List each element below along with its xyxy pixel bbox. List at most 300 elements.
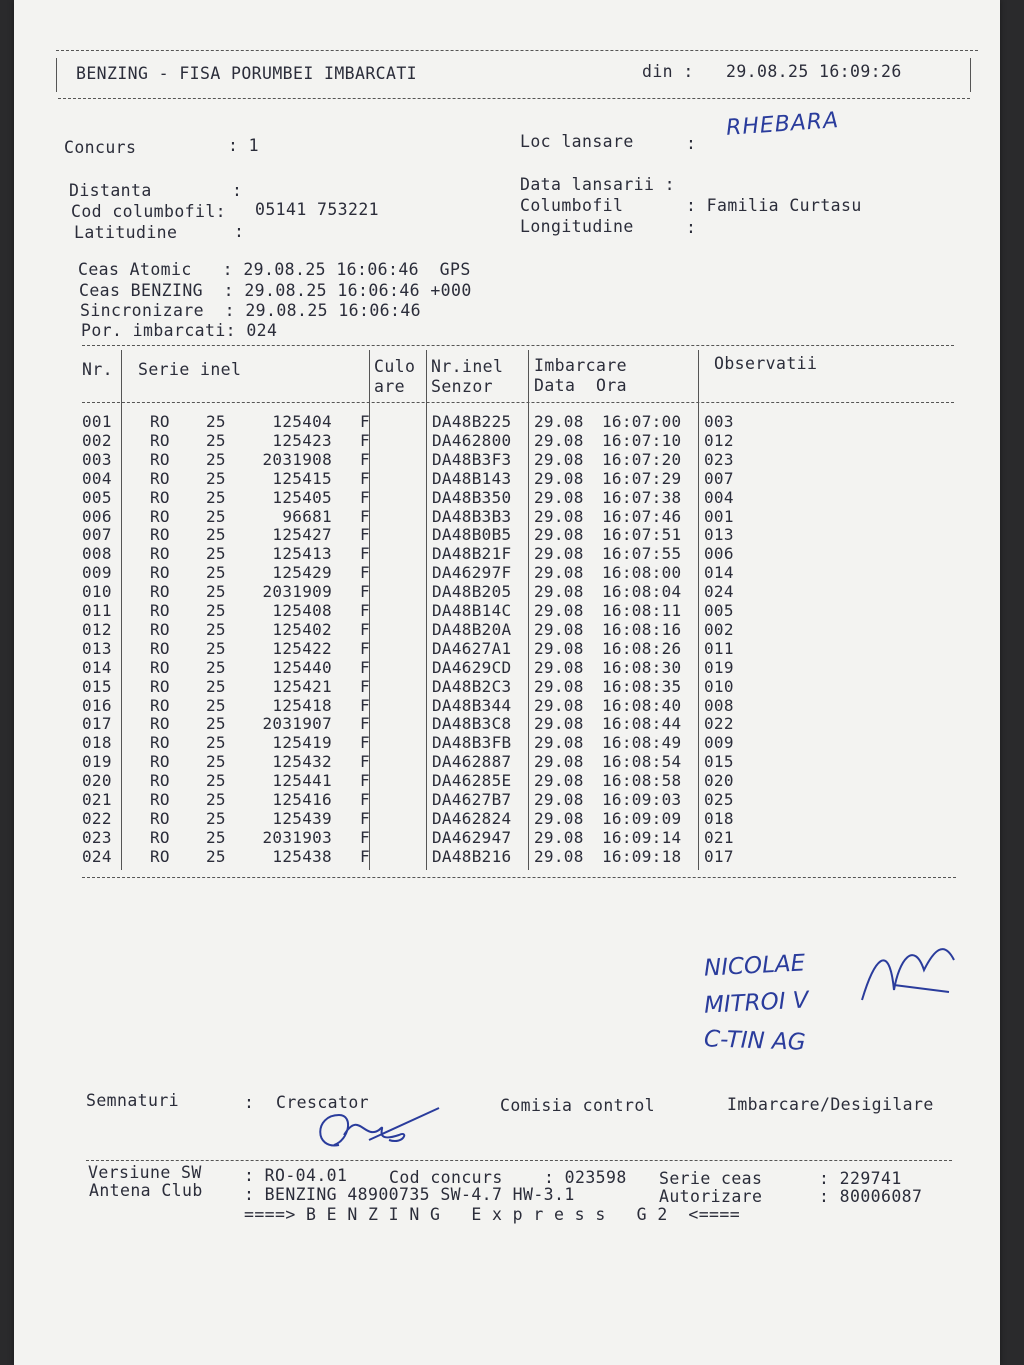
col-header-nrinel-2: Senzor [431, 377, 494, 396]
cell-senzor: DA48B143 [432, 468, 512, 488]
cell-inel: 125439 [272, 808, 332, 828]
header-bottom-rule [58, 98, 970, 99]
cell-obs: 022 [704, 714, 734, 734]
cell-inel: 2031909 [262, 582, 332, 602]
cell-an: 25 [206, 827, 226, 847]
loc-lansare-handwritten: RHEBARA [725, 108, 840, 141]
table-row [82, 582, 962, 601]
cell-data: 29.08 [534, 449, 584, 469]
cell-inel: 2031903 [262, 827, 332, 847]
cell-nr: 018 [82, 733, 112, 753]
cell-inel: 125423 [272, 430, 332, 450]
col-header-imbarcare-1: Imbarcare [534, 356, 628, 375]
cell-ora: 16:07:29 [602, 468, 682, 488]
cell-ora: 16:07:51 [602, 525, 682, 545]
cell-an: 25 [206, 412, 226, 431]
cell-data: 29.08 [534, 525, 584, 545]
cell-senzor: DA48B3C8 [432, 714, 512, 734]
cell-sex: F [360, 544, 370, 564]
cell-nr: 020 [82, 771, 112, 791]
cell-tara: RO [150, 808, 170, 828]
cell-tara: RO [150, 790, 170, 809]
cell-data: 29.08 [534, 544, 584, 564]
cell-an: 25 [206, 638, 226, 658]
cell-inel: 2031907 [262, 714, 332, 734]
cell-obs: 007 [704, 468, 734, 488]
cell-obs: 002 [704, 619, 734, 639]
cell-ora: 16:09:09 [602, 808, 682, 828]
cell-senzor: DA48B3B3 [432, 506, 512, 526]
cell-tara: RO [150, 638, 170, 658]
table-row [82, 488, 962, 507]
loc-lansare-label: Loc lansare [520, 132, 634, 151]
cod-concurs-value: : 023598 [544, 1168, 627, 1187]
cell-an: 25 [206, 506, 226, 526]
cell-tara: RO [150, 601, 170, 620]
cell-data: 29.08 [534, 771, 584, 791]
cell-obs: 004 [704, 487, 734, 507]
cell-inel: 125402 [272, 619, 332, 639]
table-body [82, 412, 962, 872]
cell-data: 29.08 [534, 657, 584, 677]
cell-data: 29.08 [534, 582, 584, 602]
cell-sex: F [360, 790, 370, 809]
latitudine-label: Latitudine [74, 223, 178, 242]
cell-senzor: DA4629CD [432, 657, 512, 677]
cell-sex: F [360, 430, 370, 450]
cell-obs: 012 [704, 430, 734, 450]
cell-ora: 16:08:49 [602, 733, 682, 753]
cell-sex: F [360, 638, 370, 658]
cell-obs: 017 [704, 846, 734, 866]
cell-inel: 125441 [272, 771, 332, 791]
table-row [82, 620, 962, 639]
table-row [82, 412, 962, 431]
cell-data: 29.08 [534, 563, 584, 583]
cell-ora: 16:08:35 [602, 676, 682, 696]
cell-ora: 16:07:38 [602, 487, 682, 507]
cell-ora: 16:08:26 [602, 638, 682, 658]
cell-nr: 010 [82, 582, 112, 602]
autorizare-label: Autorizare [659, 1187, 763, 1206]
col-header-observatii: Observatii [714, 354, 818, 373]
cell-data: 29.08 [534, 846, 584, 866]
cell-data: 29.08 [534, 676, 584, 696]
cell-ora: 16:07:55 [602, 544, 682, 564]
cell-obs: 003 [704, 412, 734, 431]
antena-value: : BENZING 48900735 SW-4.7 HW-3.1 [244, 1185, 575, 1204]
cell-obs: 019 [704, 657, 734, 677]
cell-ora: 16:08:40 [602, 695, 682, 715]
cell-sex: F [360, 752, 370, 772]
table-row [82, 450, 962, 469]
cell-an: 25 [206, 619, 226, 639]
cell-obs: 023 [704, 449, 734, 469]
benzing-express-line: ====> B E N Z I N G E x p r e s s G 2 <==== [244, 1205, 741, 1224]
cell-ora: 16:08:11 [602, 601, 682, 620]
cell-an: 25 [206, 846, 226, 866]
cell-an: 25 [206, 563, 226, 583]
cell-an: 25 [206, 487, 226, 507]
handwritten-name-2: MITROI V [703, 987, 810, 1019]
cell-inel: 125404 [272, 412, 332, 431]
cell-nr: 022 [82, 808, 112, 828]
cell-sex: F [360, 771, 370, 791]
cell-data: 29.08 [534, 487, 584, 507]
cell-inel: 125432 [272, 752, 332, 772]
col-header-imbarcare-2: Data Ora [534, 376, 628, 395]
cell-senzor: DA4627B7 [432, 790, 512, 809]
cell-tara: RO [150, 771, 170, 791]
col-header-serie: Serie inel [138, 360, 242, 379]
cell-nr: 009 [82, 563, 112, 583]
cell-obs: 021 [704, 827, 734, 847]
cell-senzor: DA462887 [432, 752, 512, 772]
cell-data: 29.08 [534, 601, 584, 620]
table-row [82, 752, 962, 771]
cell-nr: 005 [82, 487, 112, 507]
table-row [82, 847, 962, 866]
cell-sex: F [360, 412, 370, 431]
semnaturi-sep: : [244, 1093, 255, 1112]
cell-sex: F [360, 714, 370, 734]
cell-sex: F [360, 563, 370, 583]
cell-senzor: DA4627A1 [432, 638, 512, 658]
table-row [82, 771, 962, 790]
cell-ora: 16:09:18 [602, 846, 682, 866]
cell-inel: 125427 [272, 525, 332, 545]
cell-ora: 16:07:20 [602, 449, 682, 469]
table-row [82, 790, 962, 809]
crescator-signature [309, 1100, 449, 1160]
cell-an: 25 [206, 771, 226, 791]
col-header-culoare-1: Culo [374, 357, 416, 376]
table-row [82, 639, 962, 658]
cell-inel: 96681 [282, 506, 332, 526]
cell-tara: RO [150, 468, 170, 488]
commission-signature [854, 930, 964, 1010]
cell-sex: F [360, 676, 370, 696]
sincronizare-line: Sincronizare : 29.08.25 16:06:46 [80, 301, 422, 320]
table-row [82, 714, 962, 733]
cell-nr: 002 [82, 430, 112, 450]
cell-senzor: DA48B2C3 [432, 676, 512, 696]
cell-nr: 015 [82, 676, 112, 696]
table-row [82, 563, 962, 582]
table-row [82, 828, 962, 847]
print-date: 29.08.25 16:09:26 [726, 62, 902, 81]
cell-sex: F [360, 657, 370, 677]
cell-inel: 125405 [272, 487, 332, 507]
cell-nr: 003 [82, 449, 112, 469]
table-bottom-rule [82, 877, 956, 878]
table-row [82, 696, 962, 715]
cell-ora: 16:08:58 [602, 771, 682, 791]
cell-inel: 125438 [272, 846, 332, 866]
cell-inel: 125413 [272, 544, 332, 564]
cell-senzor: DA48B3F3 [432, 449, 512, 469]
cell-an: 25 [206, 676, 226, 696]
cell-ora: 16:07:10 [602, 430, 682, 450]
cell-nr: 016 [82, 695, 112, 715]
cell-tara: RO [150, 752, 170, 772]
cell-data: 29.08 [534, 619, 584, 639]
autorizare-value: : 80006087 [819, 1187, 923, 1206]
cell-obs: 008 [704, 695, 734, 715]
header-right-bar [970, 58, 971, 92]
cell-tara: RO [150, 657, 170, 677]
concurs-label: Concurs [64, 138, 137, 157]
cell-an: 25 [206, 733, 226, 753]
cell-ora: 16:08:30 [602, 657, 682, 677]
cell-ora: 16:08:54 [602, 752, 682, 772]
cell-inel: 125440 [272, 657, 332, 677]
form-title: BENZING - FISA PORUMBEI IMBARCATI [76, 64, 418, 83]
col-header-nrinel-1: Nr.inel [431, 357, 504, 376]
cell-data: 29.08 [534, 714, 584, 734]
handwritten-name-3: C-TIN AG [703, 1026, 807, 1056]
cell-senzor: DA48B21F [432, 544, 512, 564]
distanta-label: Distanta [69, 181, 152, 200]
cell-obs: 011 [704, 638, 734, 658]
imbarcare-desigilare-label: Imbarcare/Desigilare [727, 1095, 934, 1114]
cell-nr: 013 [82, 638, 112, 658]
longitudine-sep: : [686, 218, 697, 237]
cell-nr: 006 [82, 506, 112, 526]
cell-ora: 16:09:14 [602, 827, 682, 847]
latitudine-sep: : [234, 222, 245, 241]
cell-an: 25 [206, 714, 226, 734]
crescator-label: Crescator [276, 1093, 370, 1112]
cell-inel: 125408 [272, 601, 332, 620]
cell-senzor: DA48B3FB [432, 733, 512, 753]
cell-ora: 16:08:44 [602, 714, 682, 734]
cell-nr: 021 [82, 790, 112, 809]
cell-sex: F [360, 468, 370, 488]
ceas-benzing-line: Ceas BENZING : 29.08.25 16:06:46 +000 [79, 281, 472, 300]
cell-tara: RO [150, 827, 170, 847]
cell-obs: 014 [704, 563, 734, 583]
footer-top-rule [86, 1160, 952, 1161]
table-row [82, 658, 962, 677]
cell-nr: 019 [82, 752, 112, 772]
cell-tara: RO [150, 506, 170, 526]
cell-obs: 009 [704, 733, 734, 753]
cell-tara: RO [150, 449, 170, 469]
cell-nr: 024 [82, 846, 112, 866]
cell-data: 29.08 [534, 752, 584, 772]
cod-columbofil-label: Cod columbofil: [71, 202, 227, 221]
printed-form [14, 0, 1000, 1365]
cell-tara: RO [150, 676, 170, 696]
cell-an: 25 [206, 790, 226, 809]
cell-data: 29.08 [534, 506, 584, 526]
cell-obs: 018 [704, 808, 734, 828]
table-row [82, 469, 962, 488]
loc-lansare-sep: : [686, 134, 697, 153]
table-row [82, 507, 962, 526]
cell-sex: F [360, 808, 370, 828]
cell-nr: 023 [82, 827, 112, 847]
cell-tara: RO [150, 412, 170, 431]
cell-an: 25 [206, 582, 226, 602]
versiune-label: Versiune SW [88, 1163, 202, 1182]
cell-senzor: DA462947 [432, 827, 512, 847]
table-row [82, 525, 962, 544]
cell-obs: 006 [704, 544, 734, 564]
cell-an: 25 [206, 525, 226, 545]
cell-nr: 011 [82, 601, 112, 620]
concurs-value: : 1 [228, 136, 260, 155]
table-row [82, 601, 962, 620]
cell-senzor: DA46285E [432, 771, 512, 791]
cell-senzor: DA48B0B5 [432, 525, 512, 545]
cell-tara: RO [150, 619, 170, 639]
cell-obs: 020 [704, 771, 734, 791]
cell-an: 25 [206, 468, 226, 488]
cell-data: 29.08 [534, 790, 584, 809]
cell-tara: RO [150, 544, 170, 564]
cell-obs: 010 [704, 676, 734, 696]
cell-inel: 2031908 [262, 449, 332, 469]
cell-an: 25 [206, 449, 226, 469]
cell-obs: 025 [704, 790, 734, 809]
cell-senzor: DA462824 [432, 808, 512, 828]
cell-senzor: DA48B350 [432, 487, 512, 507]
cell-data: 29.08 [534, 733, 584, 753]
versiune-value: : RO-04.01 [244, 1166, 348, 1185]
col-header-nr: Nr. [82, 360, 114, 379]
cell-ora: 16:07:46 [602, 506, 682, 526]
serie-ceas-value: : 229741 [819, 1169, 902, 1188]
table-top-rule [82, 345, 954, 346]
cell-sex: F [360, 619, 370, 639]
cell-an: 25 [206, 752, 226, 772]
cell-inel: 125415 [272, 468, 332, 488]
cell-senzor: DA48B205 [432, 582, 512, 602]
cell-sex: F [360, 846, 370, 866]
table-row [82, 809, 962, 828]
distanta-sep: : [232, 181, 243, 200]
table-row [82, 544, 962, 563]
cell-tara: RO [150, 563, 170, 583]
semnaturi-label: Semnaturi [86, 1091, 180, 1110]
cell-sex: F [360, 695, 370, 715]
cell-inel: 125416 [272, 790, 332, 809]
cell-sex: F [360, 525, 370, 545]
cell-senzor: DA462800 [432, 430, 512, 450]
cell-tara: RO [150, 582, 170, 602]
comisia-label: Comisia control [500, 1096, 656, 1115]
table-row [82, 431, 962, 450]
date-label: din : [642, 62, 694, 81]
cell-data: 29.08 [534, 695, 584, 715]
cod-columbofil-value: 05141 753221 [255, 200, 380, 219]
cell-sex: F [360, 449, 370, 469]
handwritten-name-1: NICOLAE [703, 950, 806, 982]
cell-nr: 004 [82, 468, 112, 488]
cell-inel: 125421 [272, 676, 332, 696]
cell-nr: 007 [82, 525, 112, 545]
cell-ora: 16:08:00 [602, 563, 682, 583]
cell-sex: F [360, 506, 370, 526]
cell-an: 25 [206, 601, 226, 620]
cell-ora: 16:08:04 [602, 582, 682, 602]
table-row [82, 677, 962, 696]
cell-nr: 001 [82, 412, 112, 431]
antena-label: Antena Club [89, 1181, 203, 1200]
data-lansarii-label: Data lansarii : [520, 175, 676, 194]
cell-inel: 125422 [272, 638, 332, 658]
header-top-rule [56, 50, 978, 51]
table-row [82, 733, 962, 752]
cell-data: 29.08 [534, 468, 584, 488]
cell-an: 25 [206, 808, 226, 828]
cell-an: 25 [206, 430, 226, 450]
cell-nr: 008 [82, 544, 112, 564]
cell-nr: 012 [82, 619, 112, 639]
cell-tara: RO [150, 525, 170, 545]
cell-sex: F [360, 582, 370, 602]
cell-tara: RO [150, 714, 170, 734]
cell-tara: RO [150, 430, 170, 450]
cell-an: 25 [206, 544, 226, 564]
cell-nr: 014 [82, 657, 112, 677]
cell-data: 29.08 [534, 430, 584, 450]
col-header-culoare-2: are [374, 377, 406, 396]
table-header-rule [82, 402, 954, 403]
header-left-bar [56, 58, 57, 92]
longitudine-label: Longitudine [520, 217, 634, 236]
cell-obs: 001 [704, 506, 734, 526]
cell-inel: 125419 [272, 733, 332, 753]
cell-senzor: DA46297F [432, 563, 512, 583]
cell-tara: RO [150, 695, 170, 715]
cell-ora: 16:08:16 [602, 619, 682, 639]
cell-tara: RO [150, 733, 170, 753]
cod-concurs-label: Cod concurs [389, 1168, 503, 1187]
cell-sex: F [360, 733, 370, 753]
cell-senzor: DA48B344 [432, 695, 512, 715]
cell-sex: F [360, 487, 370, 507]
cell-senzor: DA48B216 [432, 846, 512, 866]
por-imbarcati-line: Por. imbarcati: 024 [81, 321, 278, 340]
cell-nr: 017 [82, 714, 112, 734]
cell-obs: 005 [704, 601, 734, 620]
cell-an: 25 [206, 695, 226, 715]
cell-ora: 16:09:03 [602, 790, 682, 809]
cell-obs: 015 [704, 752, 734, 772]
cell-ora: 16:07:00 [602, 412, 682, 431]
cell-an: 25 [206, 657, 226, 677]
columbofil-value: : Familia Curtasu [686, 196, 862, 215]
cell-senzor: DA48B14C [432, 601, 512, 620]
cell-sex: F [360, 827, 370, 847]
cell-sex: F [360, 601, 370, 620]
cell-data: 29.08 [534, 808, 584, 828]
cell-obs: 013 [704, 525, 734, 545]
cell-inel: 125429 [272, 563, 332, 583]
cell-tara: RO [150, 487, 170, 507]
cell-data: 29.08 [534, 412, 584, 431]
cell-senzor: DA48B20A [432, 619, 512, 639]
cell-inel: 125418 [272, 695, 332, 715]
ceas-atomic-line: Ceas Atomic : 29.08.25 16:06:46 GPS [78, 260, 471, 279]
cell-senzor: DA48B225 [432, 412, 512, 431]
columbofil-label: Columbofil [520, 196, 624, 215]
serie-ceas-label: Serie ceas [659, 1169, 763, 1188]
cell-data: 29.08 [534, 638, 584, 658]
